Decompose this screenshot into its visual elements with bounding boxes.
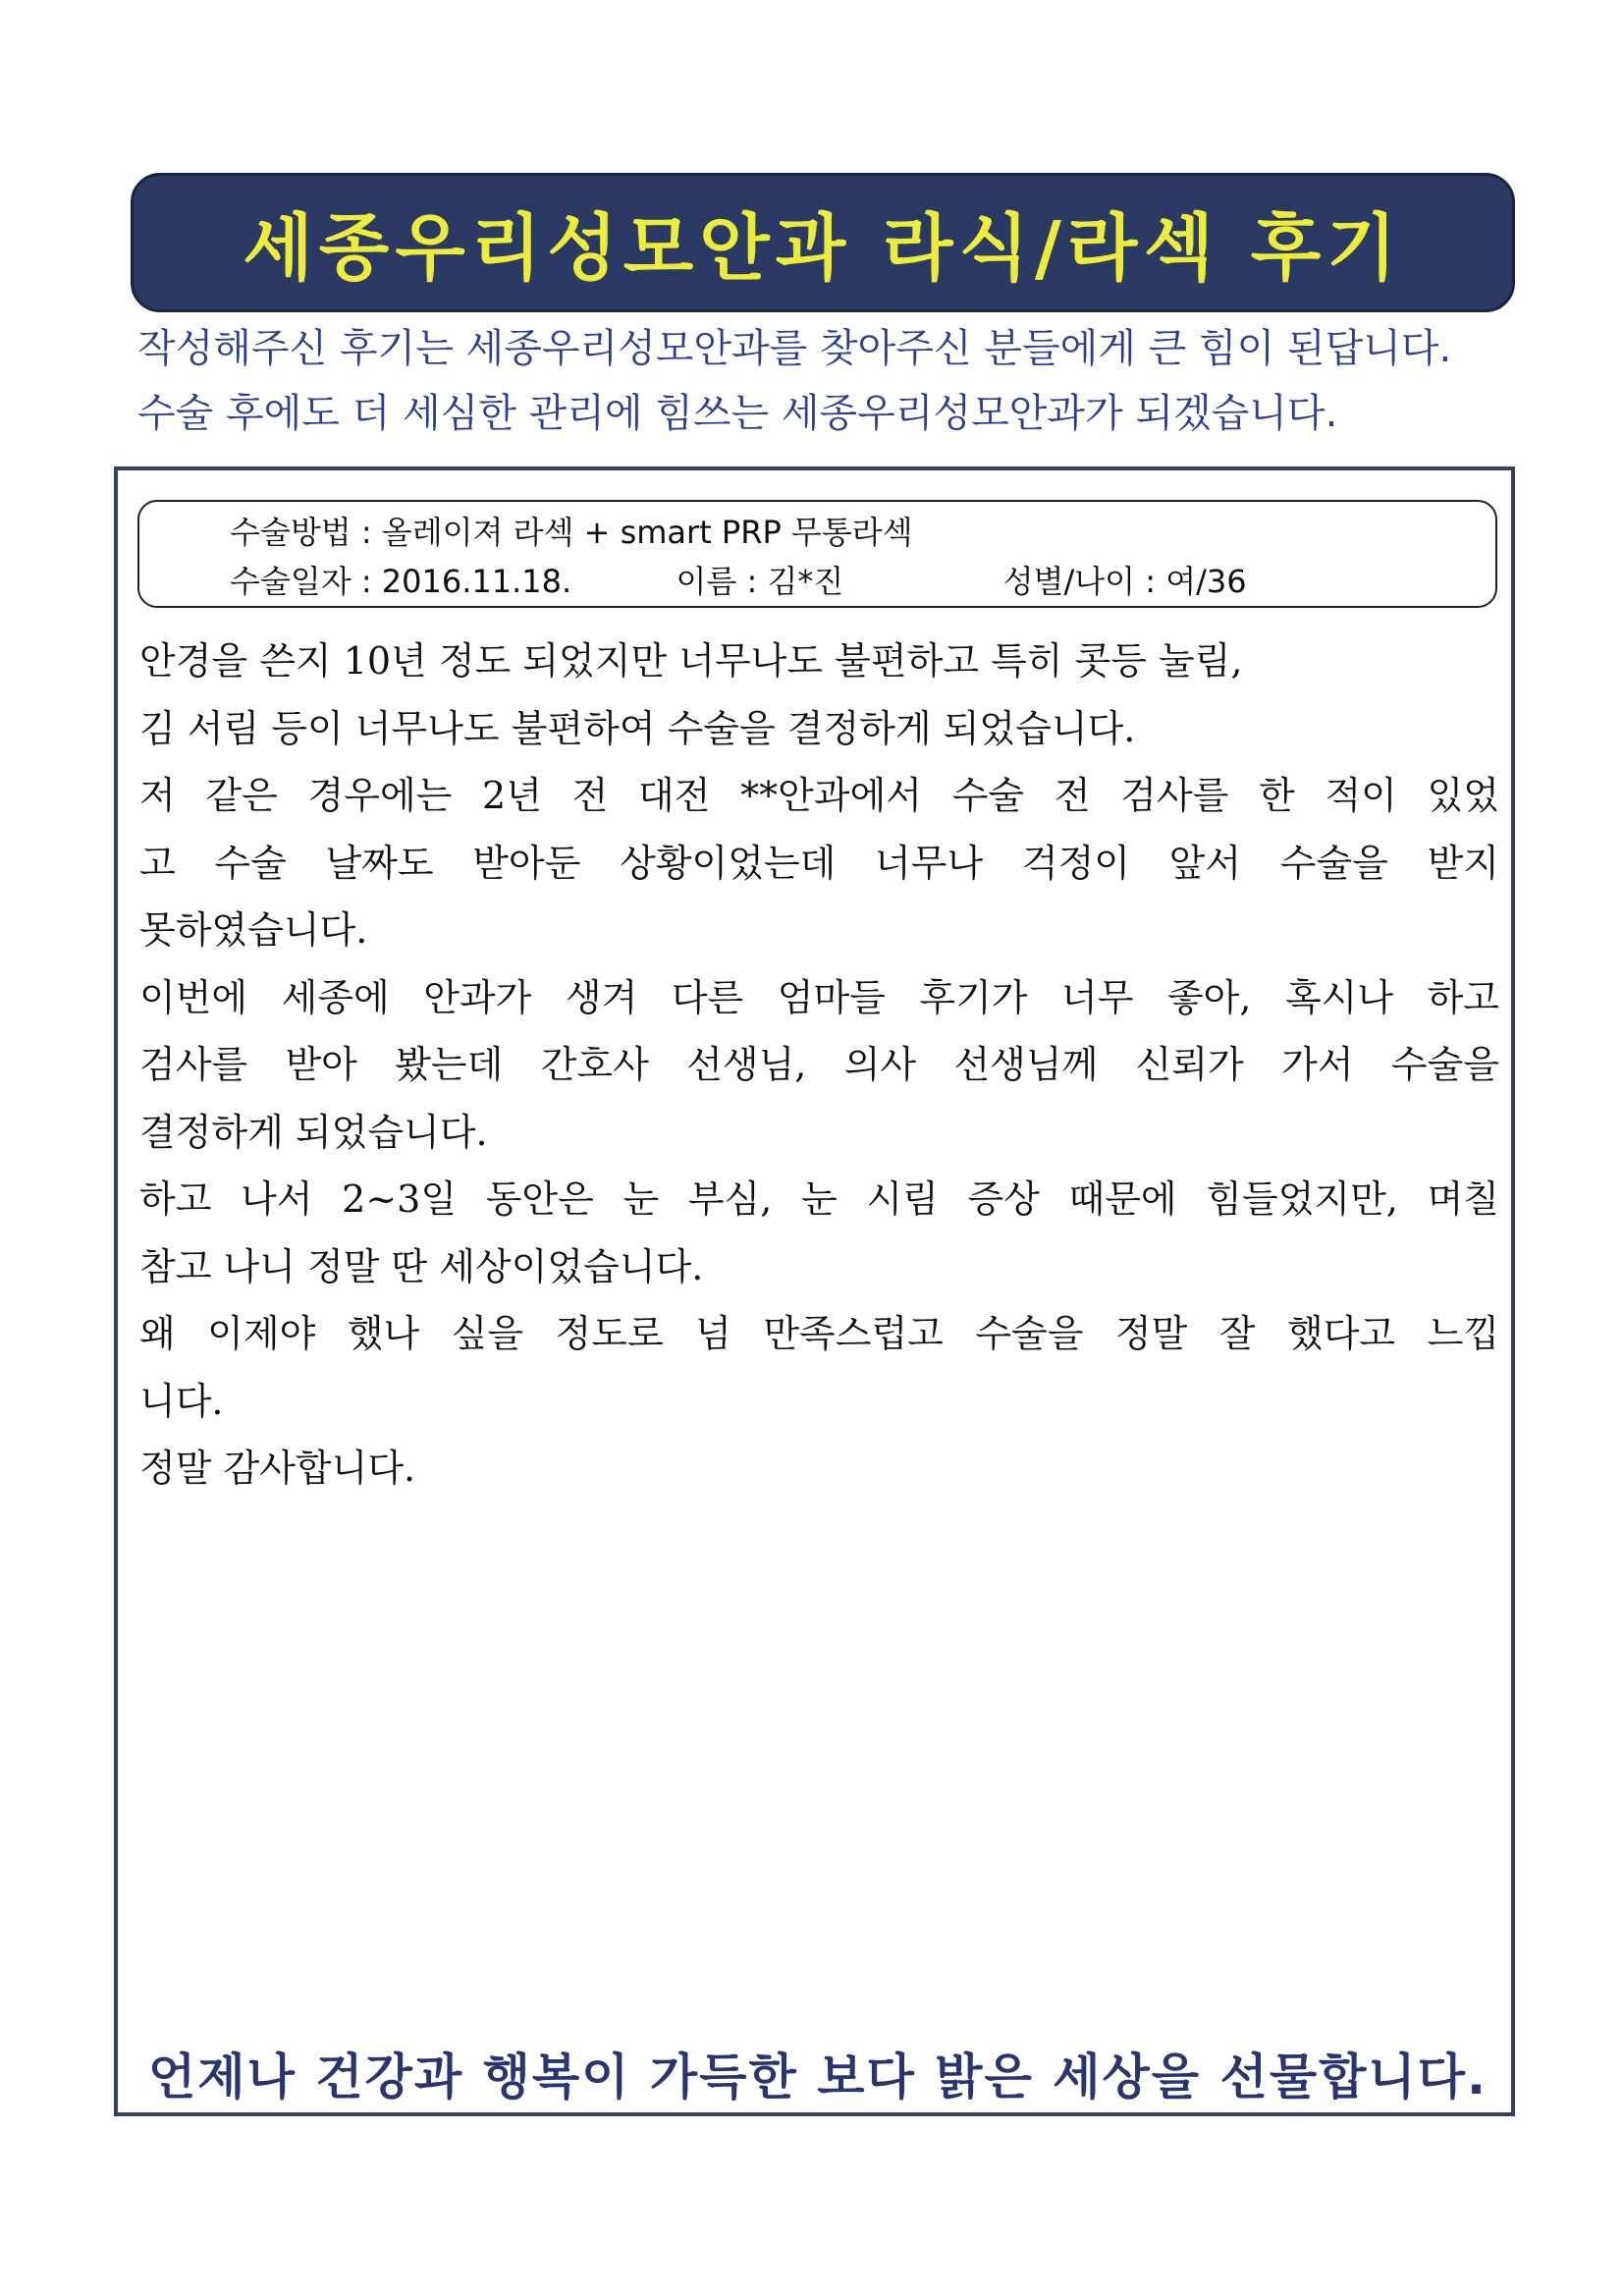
review-line: 이번에 세종에 안과가 생겨 다른 엄마들 후기가 너무 좋아, 혹시나 하고 — [139, 975, 1499, 1019]
date-label: 수술일자 — [230, 563, 352, 600]
review-line: 정말 감사합니다. — [139, 1447, 416, 1490]
name-separator: : — [746, 563, 768, 600]
gender-age-value: 여/36 — [1165, 563, 1247, 600]
review-line: 김 서림 등이 너무나도 불편하여 수술을 결정하게 되었습니다. — [139, 706, 1136, 750]
title-banner — [131, 173, 1515, 312]
intro-line-1: 작성해주신 후기는 세종우리성모안과를 찾아주신 분들에게 큰 힘이 된답니다. — [137, 326, 1452, 371]
review-line: 안경을 쓴지 10년 정도 되었지만 너무나도 불편하고 특히 콧등 눌림, — [139, 639, 1243, 683]
review-line: 고 수술 날짜도 받아둔 상황이었는데 너무나 걱정이 앞서 수술을 받지 — [139, 841, 1499, 885]
info-row-details — [230, 557, 1247, 602]
review-line: 못하였습니다. — [139, 908, 368, 952]
review-frame — [114, 466, 1515, 2116]
review-line: 검사를 받아 봤는데 간호사 선생님, 의사 선생님께 신뢰가 가서 수술을 — [139, 1043, 1499, 1086]
footer-slogan: 언제나 건강과 행복이 가득한 보다 밝은 세상을 선물합니다. — [147, 2049, 1488, 2105]
review-line: 참고 나니 정말 딴 세상이었습니다. — [139, 1244, 704, 1288]
intro-line-2: 수술 후에도 더 세심한 관리에 힘쓰는 세종우리성모안과가 되겠습니다. — [137, 391, 1338, 436]
review-line: 저 같은 경우에는 2년 전 대전 **안과에서 수술 전 검사를 한 적이 있었 — [139, 774, 1499, 817]
info-row-method — [230, 508, 913, 553]
method-label: 수술방법 — [230, 514, 352, 551]
date-value: 2016.11.18. — [381, 563, 572, 600]
date-separator: : — [360, 563, 382, 600]
review-line: 왜 이제야 했나 싶을 정도로 넘 만족스럽고 수술을 정말 잘 했다고 느낍 — [139, 1312, 1499, 1355]
review-body — [139, 628, 1499, 1503]
gender-age-separator: : — [1145, 563, 1166, 600]
method-separator: : — [360, 514, 382, 551]
name-label: 이름 — [676, 563, 737, 600]
method-value: 올레이져 라섹 + smart PRP 무통라섹 — [381, 514, 913, 551]
review-line: 결정하게 되었습니다. — [139, 1110, 488, 1154]
gender-age-label: 성별/나이 — [1002, 563, 1136, 600]
page-title: 세종우리성모안과 라식/라섹 후기 — [243, 206, 1403, 291]
review-line: 하고 나서 2~3일 동안은 눈 부심, 눈 시림 증상 때문에 힘들었지만, 며칠 — [139, 1177, 1499, 1221]
name-value: 김*진 — [767, 563, 844, 600]
review-line: 니다. — [139, 1379, 224, 1423]
surgery-info-box — [137, 500, 1497, 608]
